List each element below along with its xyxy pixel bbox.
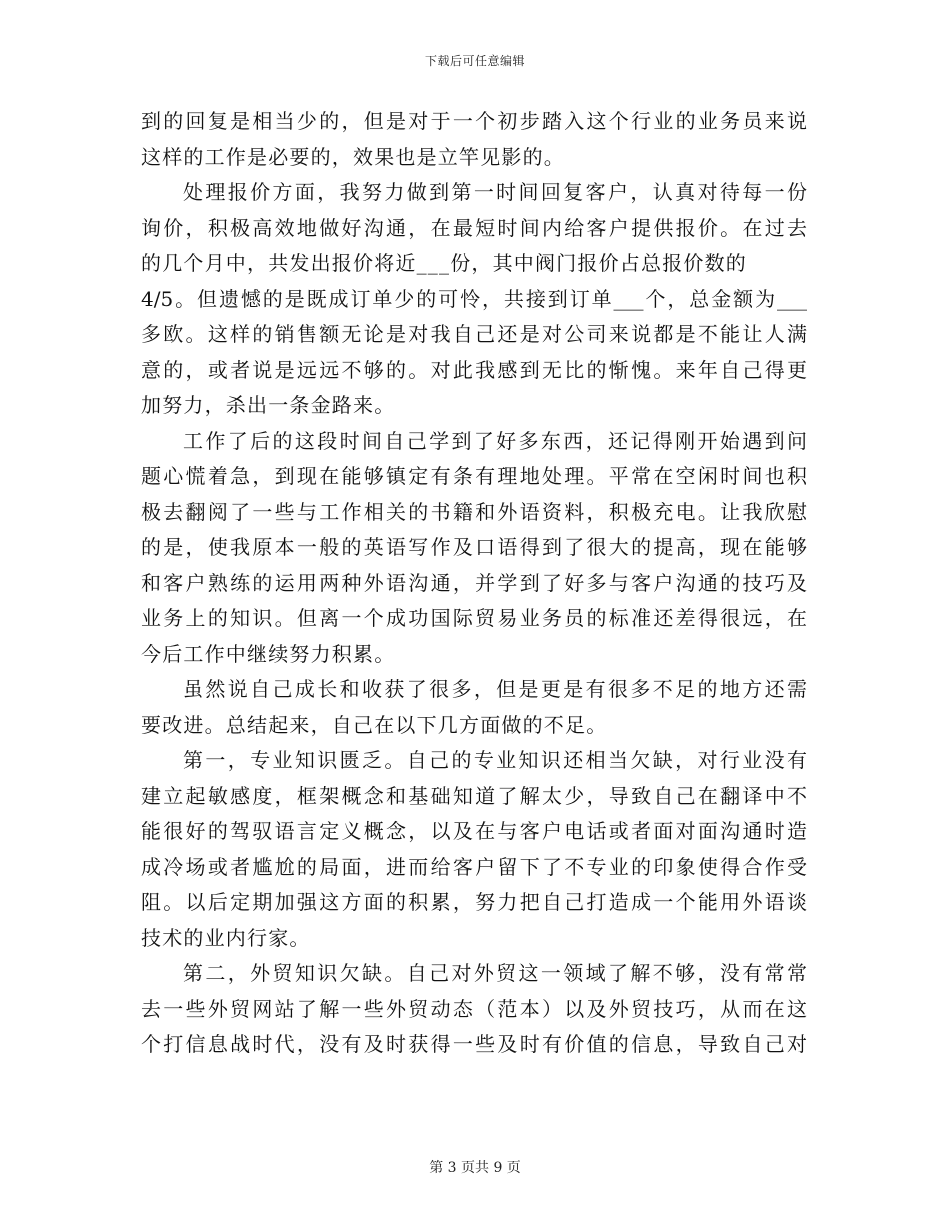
header-note: 下载后可任意编辑 [424,54,525,68]
text-line: 和客户熟练的运用两种外语沟通，并学到了好多与客户沟通的技巧及 [141,570,807,595]
text-line: 技术的业内行家。 [141,925,311,950]
text-line: 多欧。这样的销售额无论是对我自己还是对公司来说都是不能让人满 [141,322,807,346]
text-line: 要改进。总结起来，自己在以下几方面做的不足。 [141,712,608,737]
text-line: 业务上的知识。但离一个成功国际贸易业务员的标准还差得很远，在 [141,606,807,630]
paragraph-start-line: 工作了后的这段时间自己学到了好多东西，还记得刚开始遇到问 [183,428,807,453]
text-line: 询价，积极高效地做好沟通，在最短时间内给客户提供报价。在过去 [141,215,807,240]
text-line: 到的回复是相当少的，但是对于一个初步踏入这个行业的业务员来说 [141,109,807,133]
text-line: 建立起敏感度，框架概念和基础知道了解太少，导致自己在翻译中不 [141,783,807,808]
text-line: 的几个月中，共发出报价将近___份，其中阀门报价占总报价数的 [141,251,747,275]
page-number: 第 3 页共 9 页 [429,1160,521,1176]
text-line: 题心慌着急，到现在能够镇定有条有理地处理。平常在空闲时间也积 [141,464,807,488]
body-text [141,104,807,1063]
text-line: 极去翻阅了一些与工作相关的书籍和外语资料，积极充电。让我欣慰 [141,499,807,524]
text-line: 这样的工作是必要的，效果也是立竿见影的。 [141,144,565,169]
text-line: 今后工作中继续努力积累。 [141,641,396,666]
text-line: 意的，或者说是远远不够的。对此我感到无比的惭愧。来年自己得更 [141,357,807,382]
paragraph-start-line: 虽然说自己成长和收获了很多，但是更是有很多不足的地方还需 [183,677,807,701]
paragraph-start-line: 处理报价方面，我努力做到第一时间回复客户，认真对待每一份 [183,180,807,204]
text-line: 4/5。但遗憾的是既成订单少的可怜，共接到订单___个，总金额为___ [141,286,807,311]
text-line: 成冷场或者尴尬的局面，进而给客户留下了不专业的印象使得合作受 [141,854,807,879]
paragraph-start-line: 第一，专业知识匮乏。自己的专业知识还相当欠缺，对行业没有 [183,748,807,772]
text-line: 能很好的驾驭语言定义概念，以及在与客户电话或者面对面沟通时造 [141,819,807,843]
text-line: 的是，使我原本一般的英语写作及口语得到了很大的提高，现在能够 [141,535,807,559]
text-line: 阻。以后定期加强这方面的积累，努力把自己打造成一个能用外语谈 [141,890,807,914]
text-line: 个打信息战时代，没有及时获得一些及时有价值的信息，导致自己对 [141,1032,807,1056]
text-line: 加努力，杀出一条金路来。 [141,393,396,417]
paragraph-start-line: 第二，外贸知识欠缺。自己对外贸这一领域了解不够，没有常常 [183,961,807,985]
text-line: 去一些外贸网站了解一些外贸动态（范本）以及外贸技巧，从而在这 [141,996,807,1021]
